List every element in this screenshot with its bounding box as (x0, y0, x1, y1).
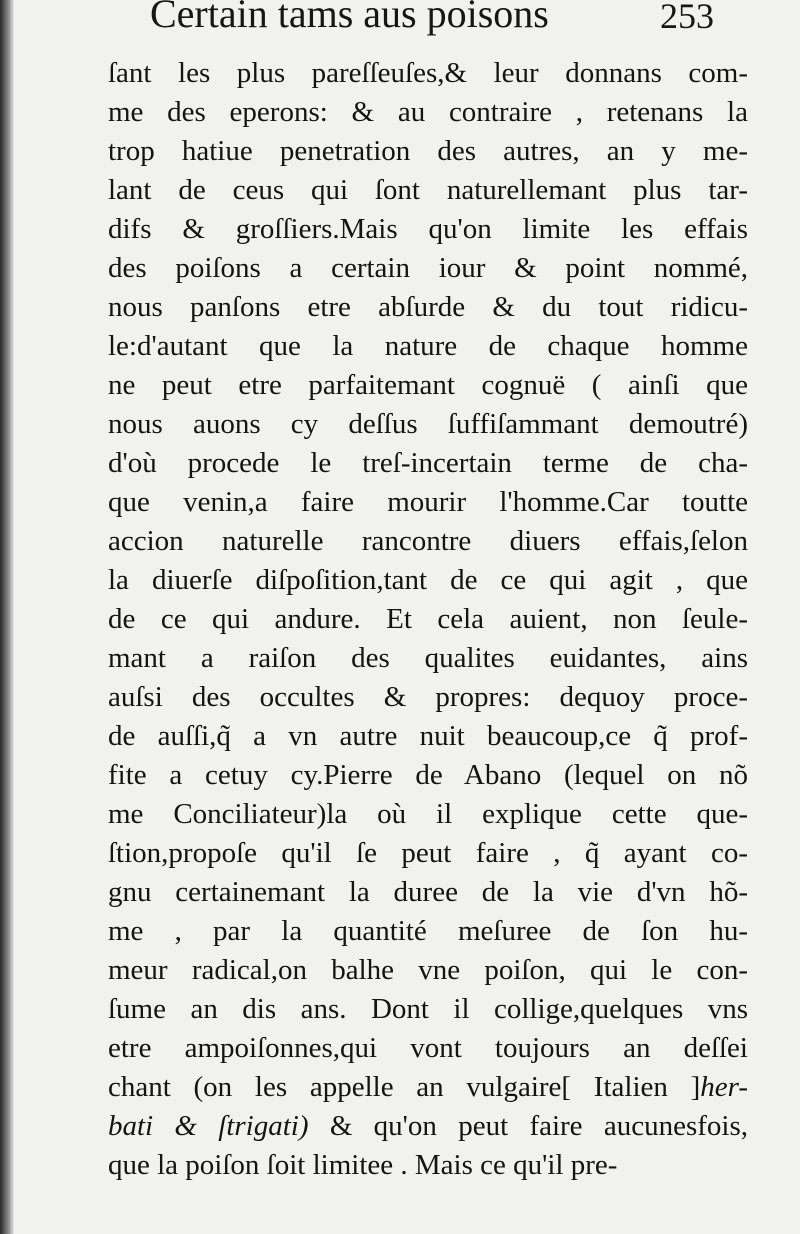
text-line: auſsi des occultes & propres: dequoy proce- (108, 681, 748, 713)
text-line (108, 1068, 748, 1107)
text-line: ſant les plus pareſſeuſes,& leur donnans com- (108, 57, 748, 89)
text-line: me des eperons: & au contraire , retenans la (108, 96, 748, 128)
italic-words: bati & ſtrigati) (108, 1110, 309, 1142)
text-line: de auſſi,q̃ a vn autre nuit beaucoup,ce q̃ prof- (108, 720, 748, 752)
text-line: mant a raiſon des qualites euidantes, ains (108, 642, 748, 674)
text-line: me Conciliateur)la où il explique cette que- (108, 798, 748, 830)
text-line: le:d'autant que la nature de chaque homme (108, 330, 748, 362)
text-line-roman: chant (on les appelle an vulgaire[ Italien ] (108, 1071, 701, 1103)
text-line: etre ampoiſonnes,qui vont toujours an deſſei (108, 1032, 748, 1064)
text-line-roman: & qu'on peut faire aucunesfois, (329, 1110, 748, 1142)
text-line: me , par la quantité meſuree de ſon hu- (108, 915, 748, 947)
text-line: ſume an dis ans. Dont il collige,quelques vns (108, 993, 748, 1025)
text-line: fite a cetuy cy.Pierre de Abano (lequel on nõ (108, 759, 748, 791)
page-header (150, 0, 780, 52)
text-line: gnu certainemant la duree de la vie d'vn hõ- (108, 876, 748, 908)
text-line: des poiſons a certain iour & point nommé, (108, 252, 748, 284)
text-line: accion naturelle rancontre diuers effais,ſelon (108, 525, 748, 557)
italic-word: her- (700, 1071, 748, 1103)
running-title: Certain tams aus poisons (150, 0, 549, 36)
text-line: ne peut etre parfaitemant cognuë ( ainſi que (108, 369, 748, 401)
text-line (108, 1107, 748, 1146)
text-line: de ce qui andure. Et cela auient, non ſeule- (108, 603, 748, 635)
text-line: que la poiſon ſoit limitee . Mais ce qu'il pre- (108, 1149, 618, 1181)
body-text (108, 54, 748, 1185)
text-line: trop hatiue penetration des autres, an y me- (108, 135, 748, 167)
text-line: meur radical,on balhe vne poiſon, qui le con- (108, 954, 748, 986)
text-line: d'où procede le treſ-incertain terme de cha- (108, 447, 748, 479)
text-line: lant de ceus qui ſont naturellemant plus tar- (108, 174, 748, 206)
text-line: difs & groſſiers.Mais qu'on limite les effais (108, 213, 748, 245)
text-line: la diuerſe diſpoſition,tant de ce qui agit , que (108, 564, 748, 596)
text-line: ſtion,propoſe qu'il ſe peut faire , q̃ ayant co- (108, 837, 748, 869)
text-line: nous panſons etre abſurde & du tout ridicu- (108, 291, 748, 323)
page-number: 253 (660, 0, 714, 36)
text-line: que venin,a faire mourir l'homme.Car toutte (108, 486, 748, 518)
page-binding-edge (0, 0, 14, 1234)
text-line: nous auons cy deſſus ſuffiſammant demoutré) (108, 408, 748, 440)
